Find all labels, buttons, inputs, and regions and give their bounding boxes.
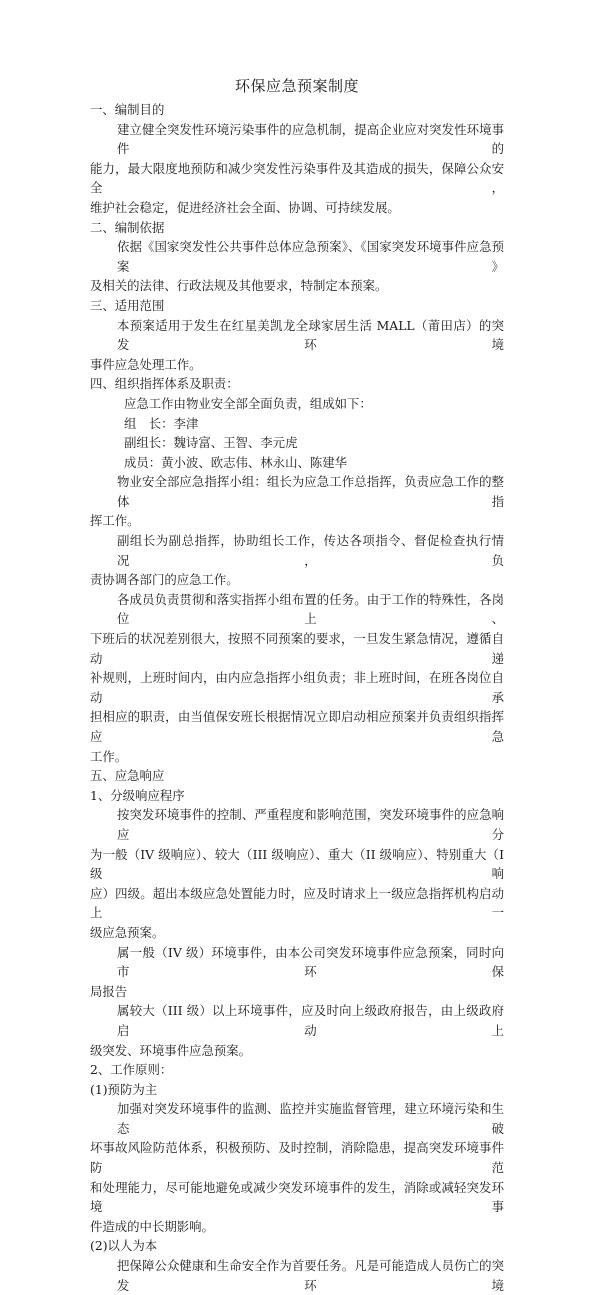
text-line: 件造成的中长期影响。 — [90, 1218, 214, 1234]
text-line: 挥工作。 — [90, 513, 140, 529]
text-line: 一、编制目的 — [90, 102, 165, 117]
text-line: 维护社会稳定，促进经济社会全面、协调、可持续发展。 — [90, 199, 400, 215]
text-line: 各成员负责贯彻和落实指挥小组布置的任务。由于工作的特殊性，各岗位上、 — [117, 591, 504, 627]
text-line: 担相应的职责，由当值保安班长根据情况立即启动相应预案并负责组织指挥应急 — [90, 709, 504, 744]
text-line: 四、组织指挥体系及职责： — [90, 376, 239, 392]
text-line: 为一般（IV 级响应）、较大（III 级响应）、重大（II 级响应）、特别重大（I 级响 — [90, 846, 504, 882]
text-line: 属较大（III 级）以上环境事件，应及时向上级政府报告，由上级政府启动上 — [117, 1003, 504, 1038]
text-line: (1)预防为主 — [90, 1081, 158, 1097]
text-line: 及相关的法律、行政法规及其他要求，特制定本预案。 — [90, 278, 388, 294]
text-line: 2、工作原则： — [90, 1062, 173, 1078]
text-line: 副组长为副总指挥，协助组长工作，传达各项指令、督促检查执行情况，负 — [117, 533, 504, 568]
text-line: 组 长：李津 — [124, 415, 199, 431]
text-line: 加强对突发环境事件的监测、监控并实施监督管理，建立环境污染和生态破 — [117, 1101, 504, 1136]
text-line: 和处理能力，尽可能地避免或减少突发环境事件的发生，消除或减轻突发环境事 — [90, 1179, 504, 1215]
text-line: 本预案适用于发生在红星美凯龙全球家居生活 MALL（莆田店）的突发环境 — [117, 317, 504, 353]
text-line: 补规则，上班时间内，由内应急指挥小组负责；非上班时间，在班各岗位自动承 — [90, 670, 504, 705]
text-line: 三、适用范围 — [90, 297, 165, 313]
document-title: 环保应急预案制度 — [234, 77, 359, 95]
text-line: 级应急预案。 — [90, 924, 165, 940]
text-line: (2)以人为本 — [90, 1238, 158, 1254]
text-line: 副组长：魏诗富、王智、李元虎 — [124, 435, 298, 451]
text-line: 工作。 — [90, 748, 128, 764]
text-line: 责协调各部门的应急工作。 — [90, 572, 239, 588]
text-line: 级突发、环境事件应急预案。 — [90, 1042, 252, 1058]
text-line: 把保障公众健康和生命安全作为首要任务。凡是可能造成人员伤亡的突发环境 — [117, 1258, 504, 1293]
text-line: 成员：黄小波、欧志伟、林永山、陈建华 — [124, 454, 348, 470]
text-line: 应急工作由物业安全部全面负责，组成如下： — [124, 395, 372, 411]
text-line: 能力，最大限度地预防和减少突发性污染事件及其造成的损失，保障公众安全， — [90, 160, 504, 196]
text-line: 依据《国家突发性公共事件总体应急预案》、《国家突发环境事件应急预案》 — [117, 239, 504, 274]
text-line: 二、编制依据 — [90, 219, 165, 235]
text-line: 1、分级响应程序 — [90, 787, 185, 803]
text-line: 属一般（IV 级）环境事件，由本公司突发环境事件应急预案，同时向市环保 — [117, 944, 504, 980]
text-line: 应）四级。超出本级应急处置能力时，应及时请求上一级应急指挥机构启动上一 — [90, 885, 504, 921]
text-line: 五、应急响应 — [90, 768, 165, 784]
text-line: 建立健全突发性环境污染事件的应急机制，提高企业应对突发性环境事件的 — [117, 121, 504, 157]
text-line: 物业安全部应急指挥小组：组长为应急工作总指挥，负责应急工作的整体指 — [117, 474, 504, 509]
text-line: 坏事故风险防范体系，积极预防、及时控制，消除隐患，提高突发环境事件防范 — [90, 1140, 504, 1176]
text-line: 事件应急处理工作。 — [90, 356, 202, 372]
document-body — [90, 100, 504, 1295]
text-line: 下班后的状况差别很大，按照不同预案的要求，一旦发生紧急情况，遵循自动递 — [90, 631, 504, 666]
text-line: 按突发环境事件的控制、严重程度和影响范围，突发环境事件的应急响应分 — [117, 807, 504, 842]
text-line: 局报告 — [90, 983, 128, 999]
